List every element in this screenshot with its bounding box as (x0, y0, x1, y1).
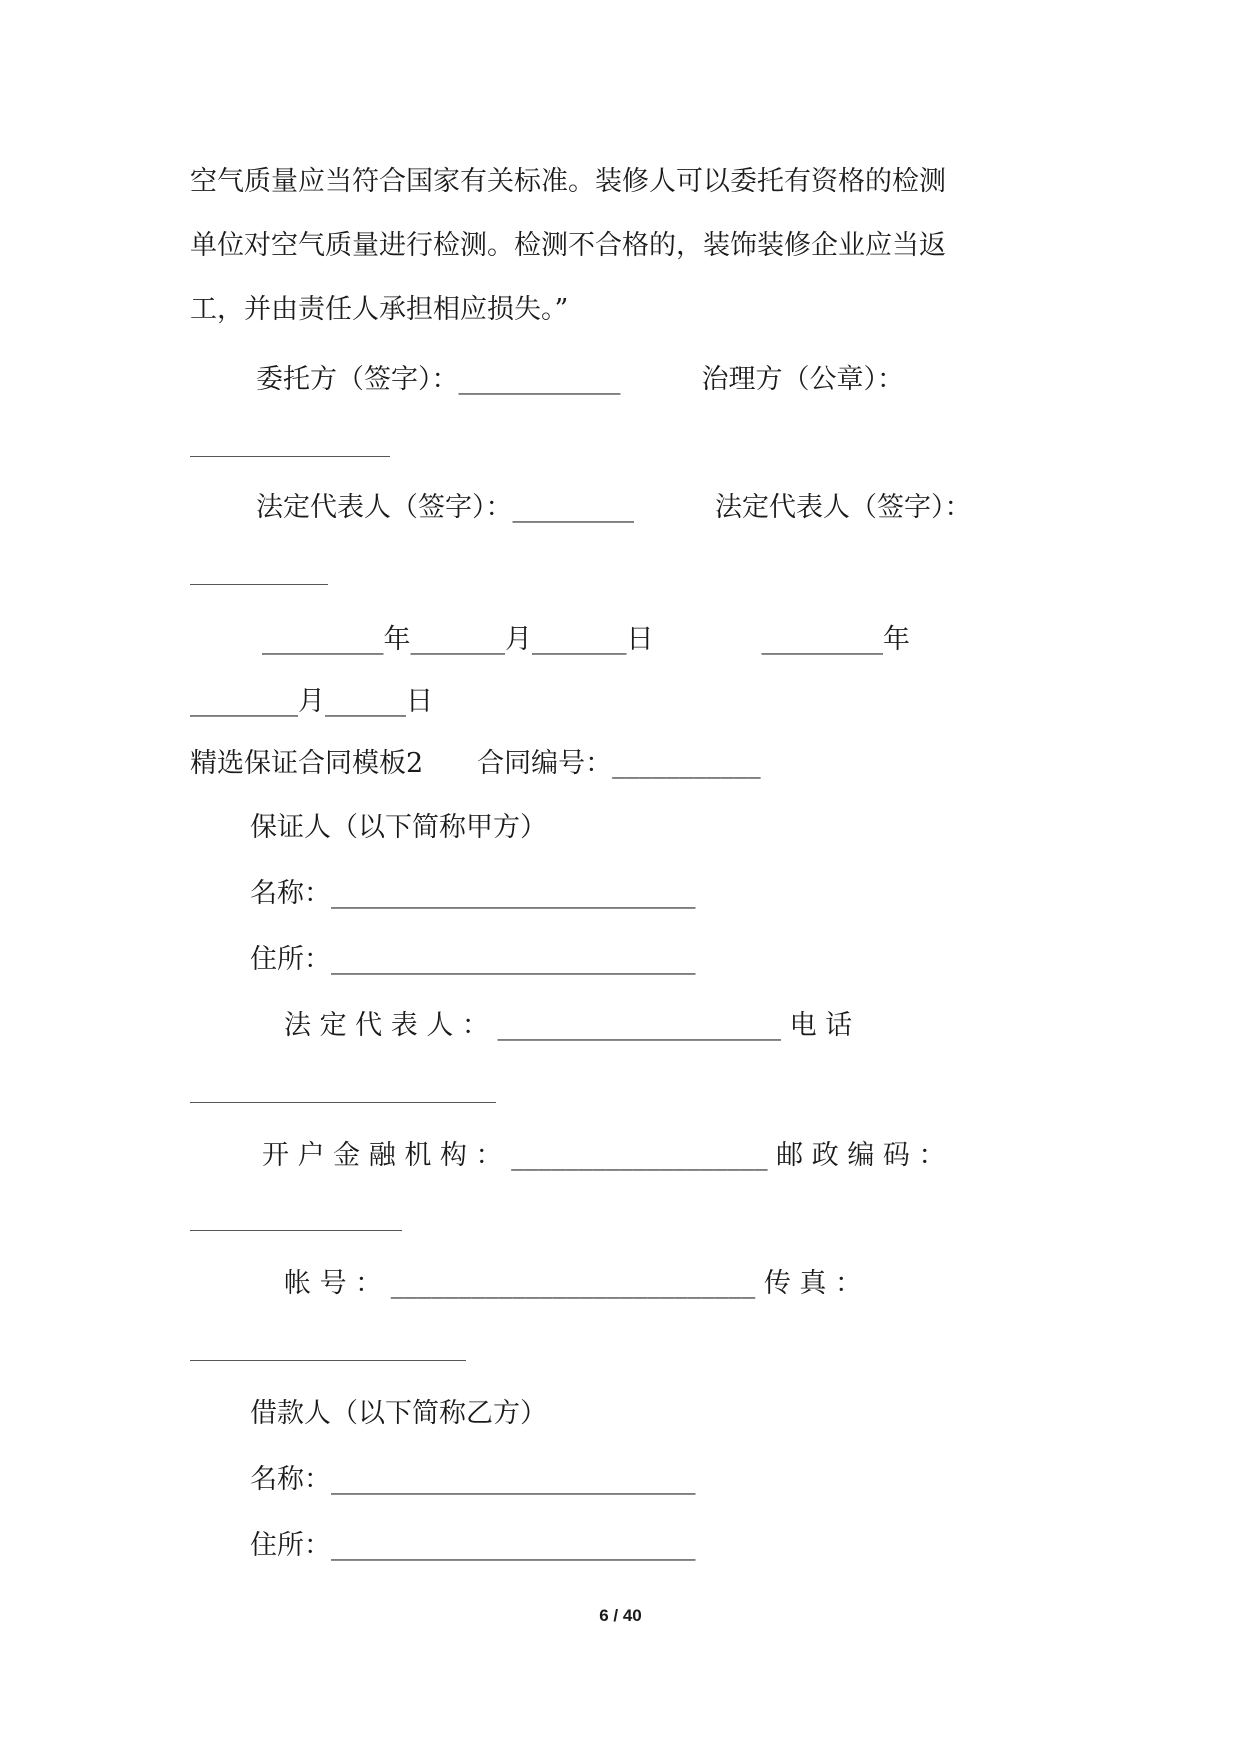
body-line: 单位对空气质量进行检测。检测不合格的，装饰装修企业应当返 (190, 230, 946, 261)
date-row: _________年_______月_______日 _________年 (262, 624, 910, 655)
date-row: ________月______日 (190, 686, 433, 717)
blank-line (190, 456, 390, 457)
template-heading: 精选保证合同模板2 合同编号：___________ (190, 748, 761, 779)
body-line: 空气质量应当符合国家有关标准。装修人可以委托有资格的检测 (190, 166, 946, 197)
borrower-name-field: 名称：___________________________ (250, 1464, 696, 1495)
guarantor-bank-field: 开 户 金 融 机 构 ： ___________________ 邮 政 编 码 ： (262, 1140, 946, 1171)
guarantor-address-field: 住所：___________________________ (250, 944, 696, 975)
blank-line (190, 1102, 496, 1103)
blank-line (190, 1360, 466, 1361)
borrower-address-field: 住所：___________________________ (250, 1530, 696, 1561)
guarantor-account-field: 帐 号 ： ___________________________ 传 真 ： (284, 1268, 862, 1299)
signer-row: 委托方（签字）：____________ 治理方（公章）： (256, 364, 904, 395)
guarantor-legal-rep-field: 法 定 代 表 人 ： _____________________ 电 话 (284, 1010, 853, 1041)
legal-rep-signature-row: 法定代表人（签字）：_________ 法定代表人（签字）： (256, 492, 972, 523)
body-line: 工，并由责任人承担相应损失。” (190, 294, 569, 325)
guarantor-heading: 保证人（以下简称甲方） (250, 812, 547, 843)
page-number: 6 / 40 (599, 1606, 642, 1625)
blank-line (190, 1230, 402, 1231)
guarantor-name-field: 名称：___________________________ (250, 878, 696, 909)
borrower-heading: 借款人（以下简称乙方） (250, 1398, 547, 1429)
blank-line (190, 584, 328, 585)
